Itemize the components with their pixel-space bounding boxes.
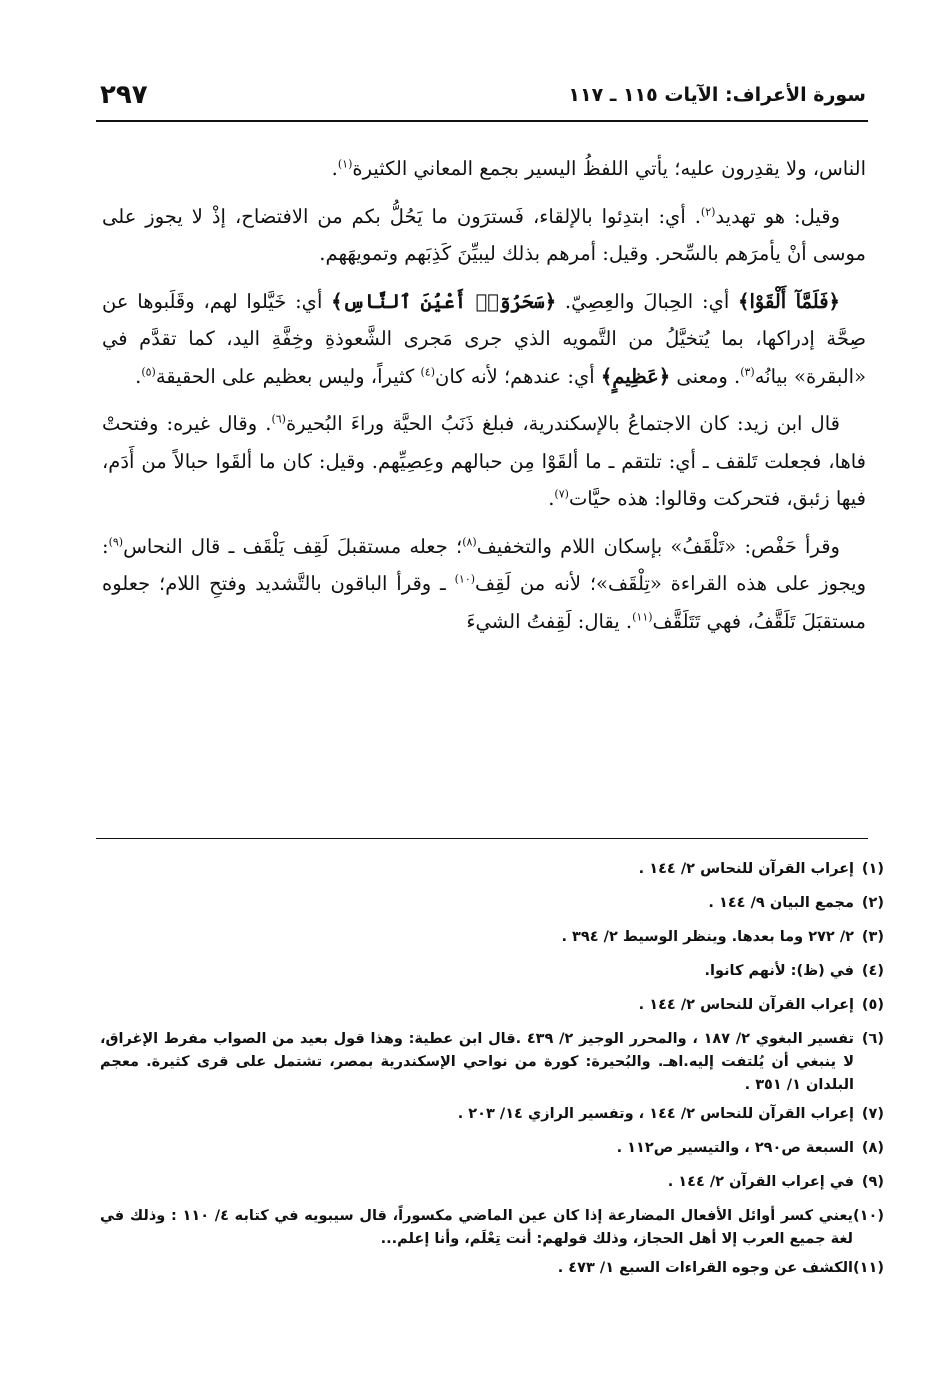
footnote-number: (٢) xyxy=(861,895,884,911)
paragraph-text: ؛ جعله مستقبلَ لَقِف يَلْقَف ـ قال النحاس xyxy=(123,534,463,558)
header-rule xyxy=(96,120,868,122)
page-number: ٢٩٧ xyxy=(100,80,148,110)
footnote-text: تفسير البغوي ٢/ ١٨٧ ، والمحرر الوجيز ٢/ ٤٣٩ .قال ابن عطية: وهذا قول بعيد من الصواب مفرط الإغراق، لا ينبغي أن يُلتفت إليه.اهـ. والبُحيرة: كورة من نواحي الإسكندرية بمصر، تشتمل على قرى كثيرة. معجم البلدان ١/ ٣٥١ . xyxy=(100,1031,854,1093)
paragraph-text: . xyxy=(548,487,555,510)
footnote-rule xyxy=(96,838,868,839)
paragraph-text: . أي: ابتدِئوا بالإلقاء، فَسترَون ما يَحُلُّ بكم من الافتضاح، إذْ لا يجوز على موسى أنْ يأمرَهم بالسِّحر. وقيل: أمرهم بذلك ليبيِّنَ كَذِبَهم وتمويهَهم. xyxy=(102,204,866,265)
footnote-text: يعني كسر أوائل الأفعال المضارعة إذا كان عين الماضي مكسوراً، قال سيبويه في كتابه ٤/ ١١٠ : وذلك في لغة جميع العرب إلا أهل الحجاز، وذلك قولهم: أنت تِعْلَم، وأنا إعلم... xyxy=(100,1208,854,1247)
footnote-number: (٨) xyxy=(861,1140,884,1156)
footnote-item xyxy=(100,926,884,949)
footnote-number: (١٠) xyxy=(853,1208,884,1224)
footnotes xyxy=(100,858,884,1291)
footnote-text: إعراب القرآن للنحاس ٢/ ١٤٤ . xyxy=(638,997,854,1013)
footnote-text: السبعة ص٢٩٠ ، والتيسير ص١١٢ . xyxy=(616,1140,854,1156)
paragraph-text: . يقال: لَقِفتُ الشيءَ xyxy=(466,609,633,633)
quran-quote: ﴿فَلَمَّآ أَلْقَوْا﴾ xyxy=(738,289,840,313)
footnote-number: (٩) xyxy=(861,1174,884,1190)
footnote-number: (٣) xyxy=(861,929,884,945)
footnote-ref-9: (٩) xyxy=(108,535,124,548)
paragraph-1 xyxy=(102,150,866,188)
paragraph-text: أي: عندهم؛ لأنه كان xyxy=(435,364,601,388)
paragraph-text: ـ وقرأ الباقون بالتَّشديد وفتحِ اللام؛ جعلوه مستقبَلَ تَلَقَّفُ، فهي تَتَلَقَّف xyxy=(102,572,866,633)
paragraph-text: وقيل: هو تهديد xyxy=(715,204,840,228)
footnote-ref-2: (٢) xyxy=(700,205,716,218)
page-header xyxy=(96,78,866,120)
quran-quote: ﴿عَظِيمٍ﴾ xyxy=(600,364,671,388)
paragraph-4 xyxy=(102,405,866,518)
paragraph-3 xyxy=(102,283,866,396)
running-title: سورة الأعراف: الآيات ١١٥ ـ ١١٧ xyxy=(568,84,866,106)
paragraph-text: . xyxy=(331,157,338,180)
footnote-number: (١١) xyxy=(853,1260,884,1276)
paragraph-text: : ويجوز على هذه القراءة «تِلْقَف»؛ لأنه من لَقِف xyxy=(102,534,866,595)
paragraph-5 xyxy=(102,528,866,641)
footnote-number: (٥) xyxy=(861,997,884,1013)
footnote-item xyxy=(100,892,884,915)
footnote-ref-5: (٥) xyxy=(141,365,156,378)
footnote-text: الكشف عن وجوه القراءات السبع ١/ ٤٧٣ . xyxy=(557,1260,854,1276)
footnote-item xyxy=(100,960,884,983)
footnote-ref-7: (٧) xyxy=(554,487,569,501)
paragraph-text: . وقال غيره: وفتحتْ فاها، فجعلت تَلقف ـ أي: تلتقم ـ ما ألقَوْا مِن حبالهم وعِصِيِّهم. وقيل: كان ما ألقَوا حبالاً من أَدَم، فيها زئبق، فتحركت وقالوا: هذه حيَّات xyxy=(102,412,866,510)
footnote-number: (٤) xyxy=(861,963,884,979)
footnote-ref-3: (٣) xyxy=(740,365,755,378)
footnote-item xyxy=(100,1103,884,1126)
footnote-number: (٧) xyxy=(861,1106,884,1122)
paragraph-text: أي: الحِبالَ والعِصِيّ. xyxy=(556,289,739,313)
quran-quote: ﴿سَحَرُوٓا۟ أَعْيُنَ ٱلنَّاسِ﴾ xyxy=(331,289,557,313)
footnote-item xyxy=(100,1205,884,1251)
footnote-text: إعراب القرآن للنحاس ٢/ ١٤٤ ، وتفسير الرازي ١٤/ ٢٠٣ . xyxy=(457,1106,854,1122)
footnote-ref-6: (٦) xyxy=(271,412,286,426)
paragraph-text: . ومعنى xyxy=(670,364,741,388)
footnote-ref-10: (١٠) xyxy=(454,572,476,586)
footnote-text: ٢/ ٢٧٢ وما بعدها. وينظر الوسيط ٢/ ٣٩٤ . xyxy=(561,929,854,945)
footnote-item xyxy=(100,1137,884,1160)
paragraph-text: قال ابن زيد: كان الاجتماعُ بالإسكندرية، فبلغ ذَنَبُ الحيَّة وراءَ البُحيرة xyxy=(285,412,840,435)
footnote-ref-11: (١١) xyxy=(632,610,653,623)
footnote-text: في (ظ): لأنهم كانوا. xyxy=(704,963,854,979)
paragraph-text: كثيراً، وليس بعظيم على الحقيقة xyxy=(155,364,421,388)
footnote-ref-1: (١) xyxy=(337,157,353,171)
footnote-ref-8: (٨) xyxy=(462,535,477,548)
main-text xyxy=(102,150,866,650)
paragraph-text: وقرأ حَفْص: «تَلْقَفُ» بإسكان اللام والتخفيف xyxy=(476,534,840,558)
footnote-number: (١) xyxy=(861,861,884,877)
footnote-item xyxy=(100,1028,884,1097)
paragraph-text: الناس، ولا يقدِرون عليه؛ يأتي اللفظُ اليسير بجمع المعاني الكثيرة xyxy=(352,157,866,180)
footnote-text: إعراب القرآن للنحاس ٢/ ١٤٤ . xyxy=(638,861,854,877)
footnote-item xyxy=(100,858,884,881)
paragraph-2 xyxy=(102,198,866,273)
paragraph-text: . xyxy=(135,364,142,388)
footnote-ref-4: (٤) xyxy=(420,365,436,378)
footnote-item xyxy=(100,994,884,1017)
footnote-item xyxy=(100,1171,884,1194)
footnote-number: (٦) xyxy=(861,1031,884,1047)
footnote-item xyxy=(100,1257,884,1280)
footnote-text: في إعراب القرآن ٢/ ١٤٤ . xyxy=(667,1174,854,1190)
footnote-text: مجمع البيان ٩/ ١٤٤ . xyxy=(708,895,854,911)
paragraph-text: أي: خَيَّلوا لهم، وقَلَبوها عن صِحَّة إدراكها، بما يُتخيَّلُ من التَّمويه الذي جرى مَجرى الشَّعوذةِ وخِفَّةِ اليد، كما تقدَّم في «البقرة» بيانُه xyxy=(102,289,866,388)
